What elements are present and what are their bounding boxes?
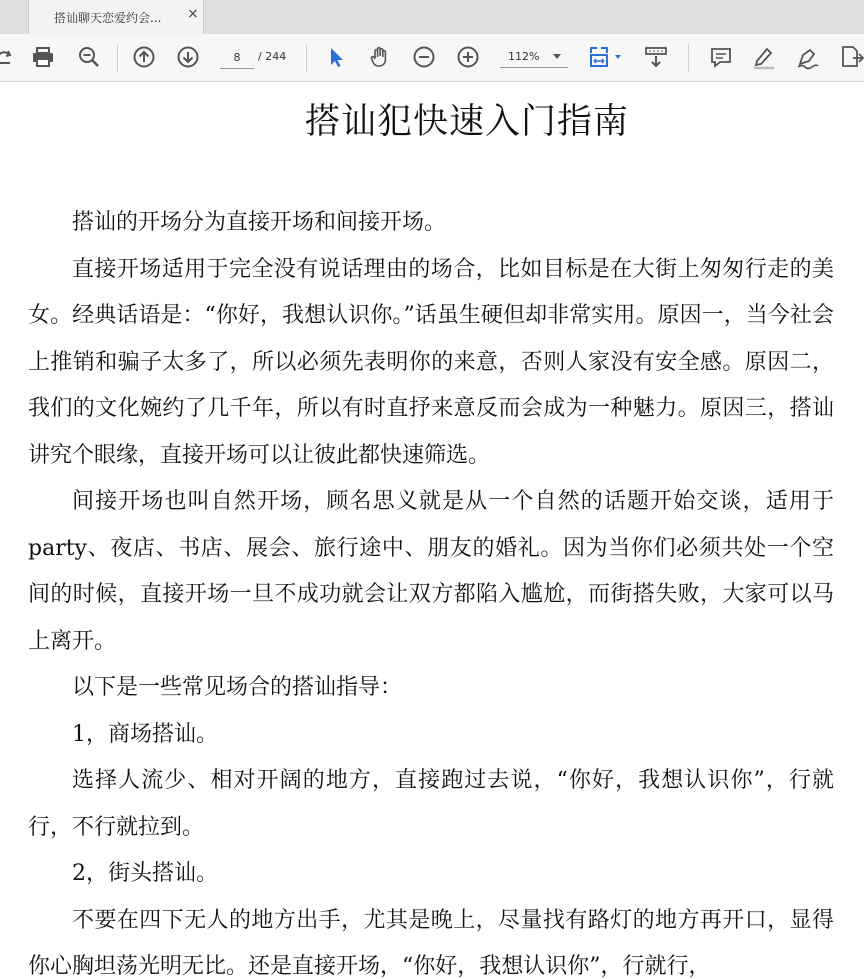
tab-bar [0, 0, 864, 34]
page-down-icon[interactable] [175, 44, 201, 70]
paragraph: 1，商场搭讪。 [72, 721, 218, 747]
toolbar [0, 34, 864, 82]
fit-page-icon[interactable] [586, 44, 612, 70]
paragraph: 选择人流少、相对开阔的地方，直接跑过去说，“你好，我想认识你”，行就行，不行就拉到。 [28, 768, 834, 840]
paragraph: 不要在四下无人的地方出手，尤其是晚上，尽量找有路灯的地方再开口，显得你心胸坦荡光明无比。还是直接开场，“你好，我想认识你”，行就行， [28, 907, 834, 979]
document-tab[interactable] [28, 0, 204, 34]
toolbar-separator [688, 44, 689, 72]
scroll-mode-icon[interactable] [643, 44, 669, 70]
toolbar-separator [306, 44, 307, 72]
toolbar-separator [117, 44, 118, 72]
document-body [28, 200, 834, 979]
chevron-down-icon[interactable] [615, 55, 621, 59]
zoom-in-icon[interactable] [455, 44, 481, 70]
hand-tool-icon[interactable] [367, 44, 393, 70]
close-tab-icon[interactable]: × [187, 6, 199, 22]
paragraph: 搭讪的开场分为直接开场和间接开场。 [72, 210, 447, 235]
zoom-out-icon[interactable] [411, 44, 437, 70]
comment-icon[interactable] [708, 44, 734, 70]
print-icon[interactable] [30, 44, 56, 70]
tab-title: 搭讪聊天恋爱约会... [54, 11, 162, 25]
page-up-icon[interactable] [131, 44, 157, 70]
paragraph: 直接开场适用于完全没有说话理由的场合，比如目标是在大街上匆匆行走的美女。经典话语是：“你好，我想认识你。”话虽生硬但却非常实用。原因一，当今社会上推销和骗子太多了，所以必须先表明你的来意，否则人家没有安全感。原因二，我们的文化婉约了几千年，所以有时直抒来意反而会成为一种魅力。原因三，搭讪讲究个眼缘，直接开场可以让彼此都快速筛选。 [28, 256, 834, 468]
paragraph: 2，街头搭讪。 [72, 861, 218, 886]
zoom-out-magnifier-icon[interactable] [76, 44, 102, 70]
select-arrow-icon[interactable] [323, 44, 349, 70]
page-total: / 244 [258, 50, 287, 63]
sign-icon[interactable] [795, 44, 821, 70]
zoom-select[interactable] [500, 46, 568, 68]
page-number-input[interactable] [220, 46, 254, 69]
share-icon[interactable] [0, 44, 18, 70]
paragraph: 以下是一些常见场合的搭讪指导： [72, 675, 403, 700]
document-page [0, 82, 864, 979]
page-title: 搭讪犯快速入门指南 [304, 102, 629, 142]
chevron-down-icon [553, 54, 561, 59]
zoom-value: 112% [508, 50, 540, 63]
highlight-icon[interactable] [751, 44, 777, 70]
paragraph: 间接开场也叫自然开场，顾名思义就是从一个自然的话题开始交谈，适用于 party、夜店、书店、展会、旅行途中、朋友的婚礼。因为当你们必须共处一个空间的时候，直接开场一旦不成功就会让双方都陷入尴尬，而街搭失败，大家可以马上离开。 [28, 489, 834, 654]
export-icon[interactable] [839, 44, 864, 70]
